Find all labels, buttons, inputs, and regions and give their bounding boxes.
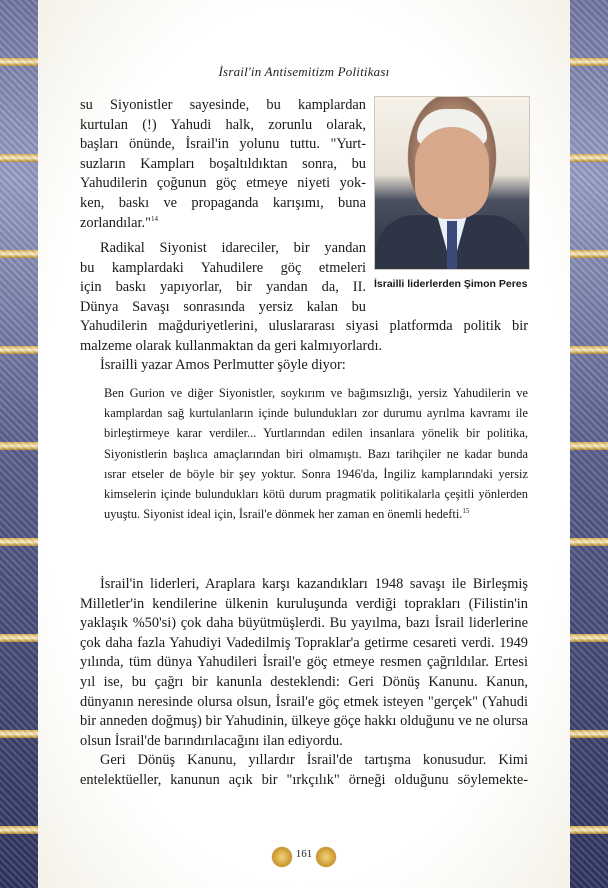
block-quote	[104, 383, 528, 524]
paragraph-1	[80, 96, 366, 233]
p1-line: başları önünde, İsrail'in yolunu tuttu. "Yurt-	[80, 136, 366, 153]
p2-line: bu kamplardaki Yahudilere göç etmeleri	[80, 259, 366, 276]
portrait-photo	[374, 96, 530, 270]
p1-line: kurtulan (!) Yahudi halk, zorunlu olarak,	[80, 116, 366, 133]
page-number-ornament	[270, 842, 338, 872]
intro-line: İsrailli yazar Amos Perlmutter şöyle diyor:	[100, 357, 346, 374]
p1-line: su Siyonistler sayesinde, bu kamplardan	[80, 97, 366, 113]
right-decorative-border	[570, 0, 608, 888]
photo-figure	[374, 96, 528, 291]
footnote-ref-15: 15	[462, 507, 470, 516]
p1-line: suzların Kampları boşaltıldıktan sonra, bu	[80, 155, 366, 172]
page-number: 161	[295, 848, 313, 860]
running-header: İsrail'in Antisemitizm Politikası	[218, 64, 390, 79]
p5-text: Geri Dönüş Kanunu, yıllardır İsrail'de tartışma konusudur. Kimi entelektüeller, kanunun açık bir "ırkçılık" örneği olduğunu söylemekte-	[80, 752, 528, 788]
p1-line	[80, 214, 366, 234]
p2-line: Radikal Siyonist idareciler, bir yandan	[100, 240, 366, 256]
paragraph-2-narrow	[80, 239, 366, 317]
paragraph-4	[80, 575, 528, 791]
photo-caption: İsrailli liderlerden Şimon Peres	[374, 278, 528, 290]
p1-line: Yahudilerin çoğunun göç etmeye niyeti yok-	[80, 175, 366, 192]
left-decorative-border	[0, 0, 38, 888]
p2-line: malzeme olarak kullanmaktan da geri kalmıyorlardı.	[80, 337, 383, 354]
footnote-ref-14: 14	[151, 214, 159, 223]
quote-text	[104, 383, 528, 524]
p2-line: için baskı yapıyorlar, bir yandan da, II.	[80, 279, 366, 296]
quote-body: Ben Gurion ve diğer Siyonistler, soykırım ve bağımsızlığı, yersiz Yahudilerin ve kamplardan sağ kurtulanların içinde bulundukları zor durumu ayrılma kavramı ile birleştirmeye karar verdiler... Yurtlarından edilen insanlara yönelik bir politika, Siyonistlerin başlıca amaçlarından biri olmamıştı. Bazı tarihçiler ne kadar bunda ısrar etseler de böyle bir şey yoktur. Sonra 1946'da, İngiliz kamplarındaki yersiz kimselerin içinde bulundukları kötü durum pragmatik politikalarla çeşitli yönlerden uyuştu. Siyonist ideal için, İsrail'e dönmek her zaman en önemli hedefti.	[104, 386, 528, 522]
p2-line: Dünya Savaşı sonrasında yersiz kalan bu	[80, 298, 366, 315]
p2-line: Yahudilerin mağduriyetlerini, uluslararası siyasi platformda politik bir	[80, 318, 528, 334]
paragraph-2-wide	[80, 317, 528, 376]
p4-text: İsrail'in liderleri, Araplara karşı kazandıkları 1948 savaşı ile Birleşmiş Milletler'in kendilerine ülkenin kuruluşunda verdiği toprakları (Filistin'in yaklaşık %50'si) çok daha büyütmüşlerdi. Bu yayılma, bazı İsrail liderlerine çok daha fazla Yahudiyi Vadedilmiş Topraklar'a getirme cesareti verdi. 1949 yılında, tüm dünya Yahudileri İsrail'e göç etmeye resmen çağrıldılar. Ertesi yıl ise, bu çağrı bir kanunla desteklendi: Geri Dönüş Kanunu. Kanun, dünyanın neresinde olursa olsun, İsrail'e göç etmek isteyen "gerçek" (Yahudi bir anneden doğmuş) bir Yahudinin, ülkeye göçe hakkı olduğunu ve ne olursa olsun İsrail'de barındırılacağını ilan ediyordu.	[80, 576, 528, 749]
p1-last-line: zorlandılar."	[80, 214, 152, 231]
p1-line: ken, baskı ve propaganda karışımı, buna	[80, 194, 366, 211]
